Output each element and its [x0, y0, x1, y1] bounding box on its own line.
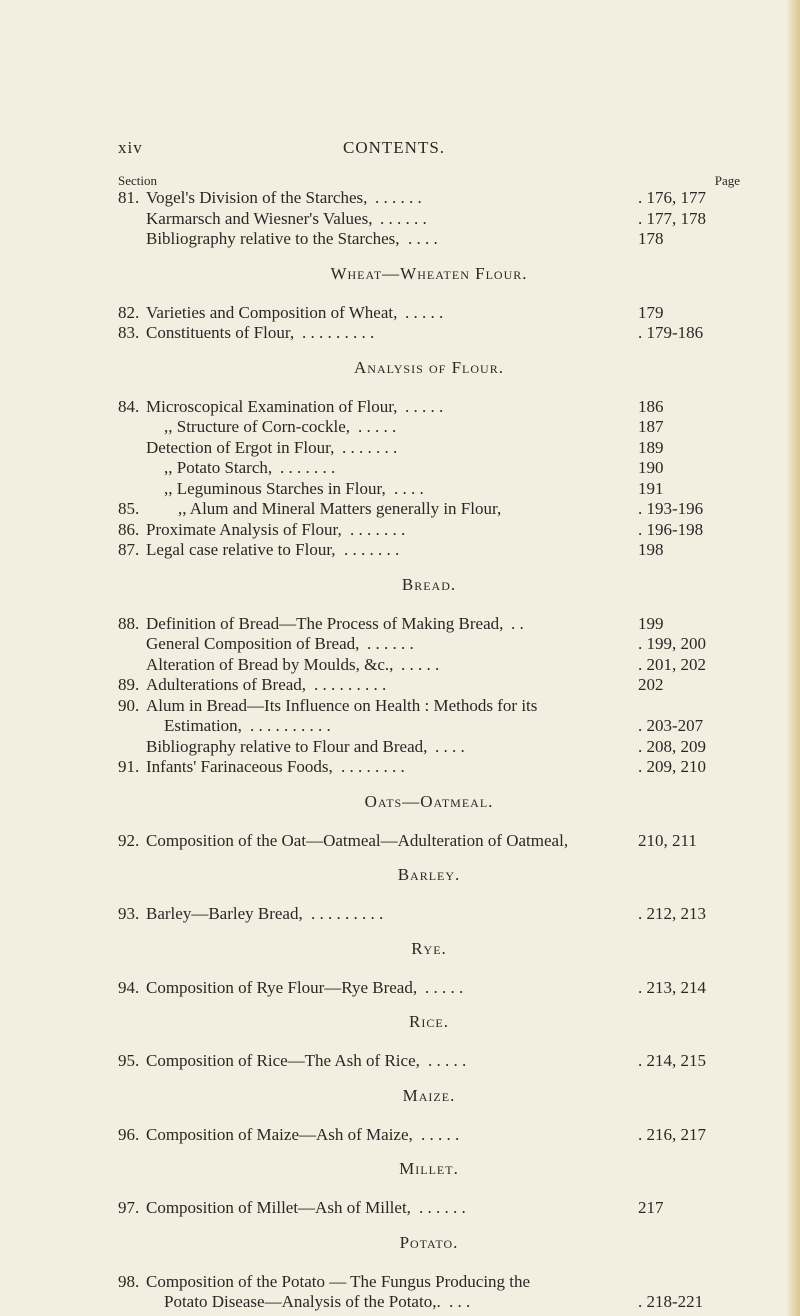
- page-reference: 189: [638, 437, 664, 457]
- leader-dots: . . . .: [394, 478, 424, 498]
- leader-dots: . . . .: [408, 229, 438, 248]
- page-reference: . 216, 217: [638, 1124, 706, 1144]
- leader-dots: . . . . . .: [419, 1198, 466, 1217]
- toc-entry: [118, 188, 740, 209]
- page-reference: . 218-221: [638, 1292, 704, 1311]
- toc-entry: [118, 499, 740, 520]
- toc-entry: [118, 417, 740, 438]
- section-heading: Potato.: [399, 1232, 459, 1252]
- toc-entry: [118, 757, 740, 778]
- section-number: 86.: [118, 519, 140, 539]
- page-reference: 191: [638, 478, 664, 498]
- entry-title: ,, Potato Starch,: [164, 458, 273, 477]
- section-heading: Maize.: [402, 1085, 456, 1105]
- leader-dots: . . . . . .: [367, 634, 414, 653]
- entry-title: Microscopical Examination of Flour,: [146, 396, 398, 416]
- toc-entry: [118, 904, 740, 925]
- toc-entry: [118, 831, 740, 852]
- leader-dots: . . . . . . .: [280, 458, 336, 477]
- toc-entry: [118, 675, 740, 696]
- entry-title: Bibliography relative to Flour and Bread,: [146, 736, 428, 756]
- page-reference: . 177, 178: [638, 208, 706, 228]
- entry-title: Composition of Maize—Ash of Maize,: [146, 1124, 413, 1144]
- toc-entry: [118, 737, 740, 758]
- leader-dots: . . . . . . . . . .: [250, 716, 331, 735]
- toc-entry: [118, 696, 740, 717]
- entry-title: Barley—Barley Bread,: [146, 904, 303, 923]
- leader-dots: . . . . .: [428, 1051, 467, 1070]
- toc-entry: [118, 540, 740, 561]
- entry-title: Composition of Rye Flour—Rye Bread,: [146, 977, 418, 997]
- page-reference: . 209, 210: [638, 757, 706, 776]
- section-number: 96.: [118, 1124, 140, 1144]
- contents-list: [118, 188, 740, 1313]
- toc-entry: [118, 397, 740, 418]
- section-number: 97.: [118, 1198, 140, 1217]
- entry-title: Composition of Rice—The Ash of Rice,: [146, 1051, 420, 1070]
- page-reference: 186: [638, 396, 664, 416]
- entry-title: Detection of Ergot in Flour,: [146, 437, 335, 457]
- toc-entry: [118, 1272, 740, 1293]
- page-reference: 210, 211: [638, 830, 697, 850]
- entry-title: General Composition of Bread,: [146, 634, 360, 653]
- section-number: 88.: [118, 613, 140, 633]
- page-reference: 199: [638, 613, 664, 633]
- page-reference: . 214, 215: [638, 1051, 706, 1070]
- section-column-label: Section: [118, 173, 157, 188]
- leader-dots: . . . . .: [405, 396, 444, 416]
- leader-dots: . . . . .: [401, 654, 440, 674]
- entry-title: Adulterations of Bread,: [146, 675, 307, 694]
- leader-dots: . . . . . . . . .: [302, 323, 375, 342]
- toc-entry: [118, 716, 740, 737]
- section-number: 82.: [118, 302, 140, 322]
- entry-title: ,, Structure of Corn-cockle,: [164, 417, 350, 436]
- toc-entry: [118, 479, 740, 500]
- page-reference: 202: [638, 675, 664, 694]
- leader-dots: . . . . . . .: [344, 540, 400, 559]
- page-reference: . 213, 214: [638, 977, 706, 997]
- entry-title: Alum in Bread—Its Influence on Health : Methods for its: [146, 695, 538, 715]
- page-reference: 198: [638, 540, 664, 559]
- section-number: 81.: [118, 188, 140, 207]
- entry-title: Proximate Analysis of Flour,: [146, 519, 342, 539]
- section-number: 91.: [118, 757, 140, 776]
- section-heading: Rye.: [411, 938, 447, 958]
- section-number: 85.: [118, 499, 140, 518]
- entry-title: Vogel's Division of the Starches,: [146, 188, 368, 207]
- entry-title: Legal case relative to Flour,: [146, 540, 336, 559]
- toc-entry: [118, 229, 740, 250]
- leader-dots: . .: [511, 613, 524, 633]
- entry-title: Potato Disease—Analysis of the Potato,.: [164, 1292, 441, 1311]
- leader-dots: . . . . . . . . .: [314, 675, 387, 694]
- page-number: xiv: [118, 138, 143, 157]
- entry-title: Estimation,: [164, 716, 242, 735]
- toc-entry: [118, 978, 740, 999]
- page-reference: . 179-186: [638, 323, 704, 342]
- page-reference: . 212, 213: [638, 904, 706, 923]
- section-heading: Bread.: [401, 574, 457, 594]
- leader-dots: . . .: [449, 1292, 471, 1311]
- leader-dots: . . . . . . . .: [341, 757, 405, 776]
- toc-entry: [118, 209, 740, 230]
- page-reference: 179: [638, 302, 664, 322]
- page-reference: . 176, 177: [638, 188, 706, 207]
- toc-entry: [118, 655, 740, 676]
- entry-title: Alteration of Bread by Moulds, &c.,: [146, 654, 394, 674]
- entry-title: Composition of the Potato — The Fungus Producing the: [146, 1271, 531, 1291]
- section-heading: Rice.: [409, 1012, 449, 1031]
- section-heading: Millet.: [399, 1159, 459, 1178]
- leader-dots: . . . . .: [405, 302, 444, 322]
- leader-dots: . . . . . .: [380, 208, 427, 228]
- page-reference: 187: [638, 417, 664, 436]
- toc-entry: [118, 303, 740, 324]
- toc-entry: [118, 438, 740, 459]
- leader-dots: . . . .: [435, 736, 465, 756]
- section-heading: Analysis of Flour.: [354, 357, 504, 377]
- entry-title: Bibliography relative to the Starches,: [146, 229, 400, 248]
- page-reference: . 203-207: [638, 716, 704, 735]
- page-reference: 190: [638, 458, 664, 477]
- entry-title: Constituents of Flour,: [146, 323, 295, 342]
- section-number: 95.: [118, 1051, 140, 1070]
- leader-dots: . . . . .: [358, 417, 397, 436]
- section-number: 90.: [118, 695, 140, 715]
- entry-title: Infants' Farinaceous Foods,: [146, 757, 333, 776]
- entry-title: Composition of Millet—Ash of Millet,: [146, 1198, 411, 1217]
- leader-dots: . . . . .: [425, 977, 464, 997]
- page-reference: 217: [638, 1198, 664, 1217]
- leader-dots: . . . . . . . . .: [311, 904, 384, 923]
- page-reference: 178: [638, 229, 664, 248]
- section-number: 94.: [118, 977, 140, 997]
- entry-title: Composition of the Oat—Oatmeal—Adulteration of Oatmeal,: [146, 830, 569, 850]
- section-number: 98.: [118, 1271, 140, 1291]
- leader-dots: . . . . . . .: [350, 519, 406, 539]
- section-number: 92.: [118, 830, 140, 850]
- page-reference: . 193-196: [638, 499, 704, 518]
- section-number: 83.: [118, 323, 140, 342]
- section-number: 89.: [118, 675, 140, 694]
- leader-dots: . . . . . .: [375, 188, 422, 207]
- toc-entry: [118, 458, 740, 479]
- leader-dots: . . . . . . .: [342, 437, 398, 457]
- page-reference: . 201, 202: [638, 654, 706, 674]
- toc-entry: [118, 614, 740, 635]
- toc-entry: [118, 1292, 740, 1313]
- section-heading: Wheat—Wheaten Flour.: [330, 263, 528, 283]
- toc-entry: [118, 323, 740, 344]
- toc-entry: [118, 1051, 740, 1072]
- entry-title: Definition of Bread—The Process of Making Bread,: [146, 613, 504, 633]
- section-number: 84.: [118, 396, 140, 416]
- page-title: CONTENTS.: [343, 138, 446, 157]
- toc-entry: [118, 634, 740, 655]
- section-number: 87.: [118, 540, 140, 559]
- section-number: 93.: [118, 904, 140, 923]
- toc-entry: [118, 1125, 740, 1146]
- entry-title: Varieties and Composition of Wheat,: [146, 302, 398, 322]
- leader-dots: . . . . .: [421, 1124, 460, 1144]
- page-reference: . 199, 200: [638, 634, 706, 653]
- page-reference: . 208, 209: [638, 736, 706, 756]
- section-heading: Barley.: [397, 865, 461, 884]
- page-column-label: Page: [714, 173, 740, 188]
- entry-title: Karmarsch and Wiesner's Values,: [146, 208, 373, 228]
- toc-entry: [118, 1198, 740, 1219]
- entry-title: ,, Leguminous Starches in Flour,: [164, 478, 386, 498]
- page-reference: . 196-198: [638, 519, 704, 539]
- section-heading: Oats—Oatmeal.: [364, 791, 494, 811]
- toc-entry: [118, 520, 740, 541]
- entry-title: ,, Alum and Mineral Matters generally in Flour,: [178, 499, 502, 518]
